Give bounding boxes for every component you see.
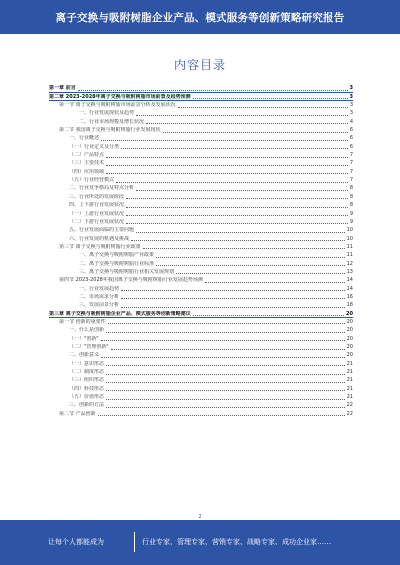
toc-entry[interactable] [49, 184, 353, 192]
toc-dot-leader [106, 373, 345, 375]
toc-entry-label: 第一章 前言 [49, 85, 76, 92]
toc-entry-label: 第一节 创新的重要性 [59, 318, 106, 325]
toc-entry[interactable] [49, 101, 353, 109]
toc-entry[interactable] [49, 351, 353, 359]
toc-entry-page: 20 [346, 318, 353, 325]
toc-dot-leader [126, 206, 348, 208]
toc-entry[interactable] [49, 201, 353, 209]
toc-entry-page: 22 [346, 402, 353, 409]
toc-entry-label: 三、发展前景分析 [79, 302, 120, 309]
toc-dot-leader [101, 139, 348, 141]
footer-divider [134, 532, 135, 552]
toc-dot-leader [176, 272, 345, 274]
toc-dot-leader [136, 231, 345, 233]
toc-entry-label: 第一节 离子交换与吸附树脂市场前景分析及发展状况 [59, 102, 176, 109]
toc-entry-label: 一、离子交换与吸附树脂产业政策 [79, 252, 155, 259]
toc-entry-label: （四）科技形态 [69, 385, 105, 392]
toc-dot-leader [101, 356, 345, 358]
toc-entry-page: 11 [346, 243, 353, 250]
toc-entry[interactable] [49, 84, 353, 92]
toc-entry-page: 4 [349, 118, 353, 125]
report-header-banner [0, 0, 400, 34]
page-number: 2 [198, 514, 202, 520]
toc-entry[interactable] [49, 134, 353, 142]
toc-entry-label: 一、行业概述 [69, 135, 100, 142]
toc-dot-leader [156, 256, 345, 258]
toc-entry-label: 二、离子交换与吸附树脂行业标准 [79, 260, 155, 267]
toc-entry-page: 20 [346, 352, 353, 359]
toc-entry[interactable] [49, 159, 353, 167]
toc-entry-page: 21 [346, 369, 353, 376]
report-title: 离子交换与吸附树脂企业产品、模式服务等创新策略研究报告 [55, 11, 345, 24]
toc-dot-leader [193, 314, 344, 316]
toc-entry-page: 6 [349, 135, 353, 142]
toc-entry-label: （三）主要技术 [69, 160, 105, 167]
toc-heading: 内容目录 [173, 58, 226, 72]
toc-entry[interactable] [49, 176, 353, 184]
toc-entry-label: 第四节 2023-2028年我国离子交换与吸附树脂行业发展趋势预测 [59, 277, 203, 284]
toc-dot-leader [156, 264, 345, 266]
toc-entry-label: 二、创新意义 [69, 352, 100, 359]
toc-entry-label: 四、上下游行业发展状况 [69, 202, 125, 209]
toc-entry-page: 21 [346, 394, 353, 401]
toc-entry-page: 21 [346, 385, 353, 392]
toc-entry[interactable] [49, 359, 353, 367]
table-of-contents [49, 84, 353, 418]
toc-entry[interactable] [49, 384, 353, 392]
toc-entry-page: 3 [349, 102, 353, 109]
toc-entry[interactable] [49, 293, 353, 301]
toc-entry-label: 三、离子交换与吸附树脂行业相关发展规划 [79, 268, 175, 275]
toc-entry[interactable] [49, 209, 353, 217]
toc-entry[interactable] [49, 409, 353, 417]
toc-entry[interactable] [49, 167, 353, 175]
toc-entry-label: （五）价值形态 [69, 394, 105, 401]
toc-entry-page: 8 [349, 202, 353, 209]
toc-entry-page: 16 [346, 293, 353, 300]
toc-entry-page: 3 [349, 85, 353, 92]
toc-entry-page: 7 [349, 160, 353, 167]
toc-entry-page: 21 [346, 360, 353, 367]
toc-entry-label: （一）上游行业发展状况 [69, 210, 125, 217]
toc-dot-leader [126, 222, 348, 224]
toc-entry-label: （一）行业定义及分类 [69, 143, 120, 150]
toc-entry-label: （一）"创新" [69, 335, 99, 342]
footer-slogan: 让每个人都能成为 [48, 538, 104, 546]
toc-entry[interactable] [49, 259, 353, 267]
toc-dot-leader [78, 89, 348, 91]
toc-entry[interactable] [49, 276, 353, 284]
toc-dot-leader [143, 247, 345, 249]
toc-entry-label: 一、行业发展现状及趋势 [79, 110, 135, 117]
toc-entry[interactable] [49, 309, 353, 317]
toc-entry-label: 二、行业竞争格局及特点分析 [69, 185, 135, 192]
toc-entry-page: 7 [349, 168, 353, 175]
toc-dot-leader [131, 239, 345, 241]
toc-entry-label: 三、创新的方法 [69, 402, 105, 409]
toc-dot-leader [193, 97, 348, 99]
toc-entry-page: 14 [346, 277, 353, 284]
toc-entry-page: 6 [349, 143, 353, 150]
toc-dot-leader [136, 189, 348, 191]
toc-entry-page: 9 [349, 210, 353, 217]
toc-entry[interactable] [49, 251, 353, 259]
toc-dot-leader [106, 364, 345, 366]
toc-entry-page: 21 [346, 377, 353, 384]
toc-entry-page: 3 [349, 110, 353, 117]
toc-entry-label: 三、行业所处的发展阶段 [69, 193, 125, 200]
footer-roles: 行业专家、管理专家、营销专家、战略专家、成功企业家…… [142, 538, 331, 546]
toc-entry[interactable] [49, 151, 353, 159]
toc-entry[interactable] [49, 334, 353, 342]
toc-dot-leader [205, 281, 345, 283]
toc-entry[interactable] [49, 126, 353, 134]
toc-entry[interactable] [49, 393, 353, 401]
toc-entry-page: 8 [349, 185, 353, 192]
toc-entry-label: 第三节 离子交换与吸附树脂行业政策 [59, 243, 141, 250]
toc-entry-page: 20 [346, 344, 353, 350]
toc-entry-label: （二）下游行业发展状况 [69, 218, 125, 225]
toc-dot-leader [163, 131, 348, 133]
toc-entry-page: 10 [346, 235, 353, 242]
toc-entry-label: 第三章 离子交换与吸附树脂企业产品、模式服务等创新策略建议 [49, 310, 191, 317]
toc-entry[interactable] [49, 117, 353, 125]
toc-entry-label: （一）意识形态 [69, 360, 105, 367]
toc-entry-label: 一、行业发展趋势 [79, 285, 120, 292]
toc-entry-label: （二）产品特点 [69, 152, 105, 159]
toc-entry[interactable] [49, 109, 353, 117]
toc-entry-page: 7 [349, 152, 353, 159]
toc-entry-label: （三）组织形态 [69, 377, 105, 384]
toc-dot-leader [116, 181, 348, 183]
toc-entry[interactable] [49, 218, 353, 226]
toc-dot-leader [136, 114, 348, 116]
toc-dot-leader [146, 122, 348, 124]
toc-entry[interactable] [49, 401, 353, 409]
toc-entry-label: 第二节 产品创新 [59, 410, 96, 417]
toc-entry[interactable] [49, 301, 353, 309]
toc-entry[interactable] [49, 234, 353, 242]
footer-banner [0, 520, 400, 565]
toc-dot-leader [126, 197, 348, 199]
toc-entry-page: 13 [346, 268, 353, 275]
toc-entry-page: 20 [346, 327, 353, 334]
toc-entry[interactable] [49, 368, 353, 376]
toc-entry-page: 18 [346, 302, 353, 309]
toc-entry-label: （五）行业经营模式 [69, 177, 115, 184]
toc-entry-page: 11 [346, 252, 353, 259]
toc-entry[interactable] [49, 92, 353, 100]
toc-entry[interactable] [49, 284, 353, 292]
toc-entry[interactable] [49, 376, 353, 384]
toc-entry-page: 14 [346, 285, 353, 292]
toc-entry-page: 10 [346, 227, 353, 234]
toc-entry-label: 一、什么是创新 [69, 327, 105, 334]
toc-entry-page: 20 [346, 335, 353, 342]
toc-entry[interactable] [49, 142, 353, 150]
toc-entry-label: 二、行业市场规模及增长状况 [79, 118, 145, 125]
toc-entry[interactable] [49, 243, 353, 251]
toc-entry-label: 六、行业发展的机遇及挑战 [69, 235, 130, 242]
toc-entry-label: （二）制度形态 [69, 369, 105, 376]
toc-dot-leader [121, 306, 345, 308]
toc-entry[interactable] [49, 318, 353, 326]
toc-entry-page: 20 [346, 310, 353, 317]
toc-dot-leader [98, 414, 345, 416]
toc-entry-label: 第二章 2023-2028年离子交换与吸附树脂市场前景及趋势预测 [49, 93, 191, 100]
toc-dot-leader [106, 331, 345, 333]
toc-dot-leader [121, 289, 345, 291]
toc-dot-leader [106, 164, 348, 166]
toc-dot-leader [106, 156, 348, 158]
toc-dot-leader [106, 172, 348, 174]
toc-entry-page: 7 [349, 177, 353, 184]
toc-entry-page: 22 [346, 410, 353, 417]
toc-entry-label: 第二节 我国离子交换与吸附树脂行业发展现状 [59, 127, 161, 134]
toc-entry-label: （二）"管理创新" [69, 344, 109, 350]
toc-entry-label: 五、行业发展面临的主要问题 [69, 227, 135, 234]
toc-entry[interactable] [49, 268, 353, 276]
toc-dot-leader [178, 106, 348, 108]
toc-entry-page: 12 [346, 260, 353, 267]
toc-dot-leader [108, 322, 345, 324]
toc-dot-leader [121, 297, 345, 299]
toc-entry-page: 9 [349, 218, 353, 225]
toc-entry[interactable] [49, 326, 353, 334]
toc-dot-leader [106, 381, 345, 383]
toc-entry-page: 3 [349, 93, 353, 100]
toc-dot-leader [106, 406, 345, 408]
toc-dot-leader [111, 348, 345, 350]
toc-dot-leader [101, 339, 345, 341]
toc-dot-leader [126, 214, 348, 216]
toc-dot-leader [106, 398, 345, 400]
toc-dot-leader [121, 147, 348, 149]
toc-dot-leader [106, 389, 345, 391]
toc-entry-page: 6 [349, 127, 353, 134]
toc-entry-page: 8 [349, 193, 353, 200]
toc-entry-label: 二、市场需求分析 [79, 293, 120, 300]
toc-entry-label: （四）应用领域 [69, 168, 105, 175]
toc-entry[interactable] [49, 192, 353, 200]
toc-entry[interactable] [49, 343, 353, 351]
toc-entry[interactable] [49, 226, 353, 234]
